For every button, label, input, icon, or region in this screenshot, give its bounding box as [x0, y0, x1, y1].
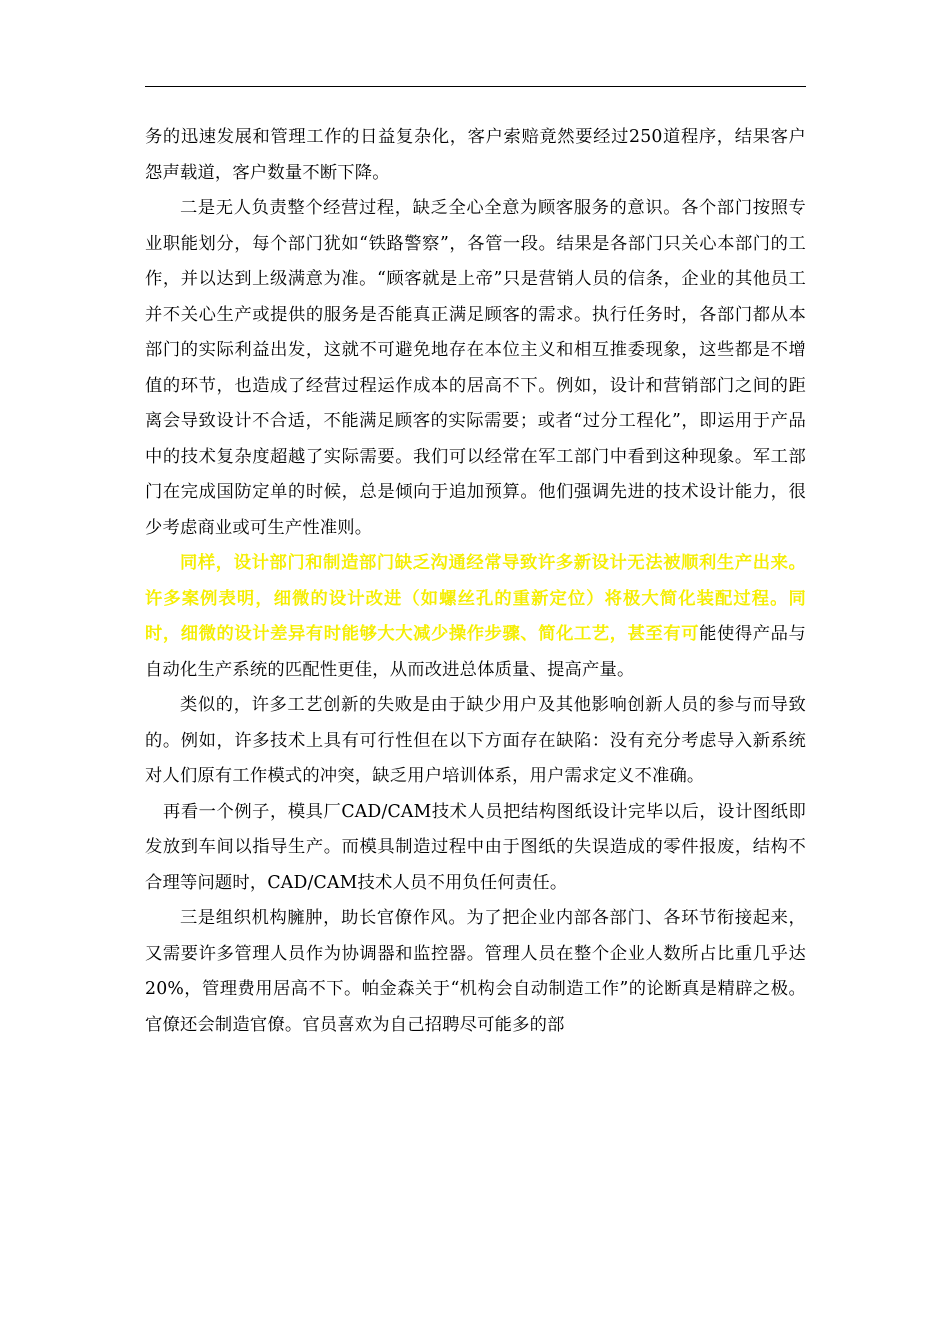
- paragraph-5: [145, 795, 806, 902]
- paragraph-1-text: 务的迅速发展和管理工作的日益复杂化，客户索赔竟然要经过250道程序，结果客户怨声载道，客户数量不断下降。: [145, 127, 806, 183]
- paragraph-5-text: 再看一个例子，模具厂CAD/CAM技术人员把结构图纸设计完毕以后，设计图纸即发放到车间以指导生产。而模具制造过程中由于图纸的失误造成的零件报废，结构不合理等问题时，CAD/CAM技术人员不用负任何责任。: [145, 801, 806, 893]
- document-body: [145, 120, 806, 1043]
- paragraph-6: [145, 901, 806, 1043]
- paragraph-3: [145, 546, 806, 688]
- header-rule: [145, 86, 806, 87]
- paragraph-1: [145, 120, 806, 191]
- highlighted-text: 同样，设计部门和制造部门缺乏沟通经常导致许多新设计无法被顺利生产出来。许多案例表明，细微的设计改进（如螺丝孔的重新定位）将极大简化装配过程。同时，细微的设计差异有时能够大大减少操作步骤、简化工艺，甚至有可: [145, 553, 806, 644]
- paragraph-4-text: 类似的，许多工艺创新的失败是由于缺少用户及其他影响创新人员的参与而导致的。例如，许多技术上具有可行性但在以下方面存在缺陷：没有充分考虑导入新系统对人们原有工作模式的冲突，缺乏用户培训体系，用户需求定义不准确。: [145, 695, 806, 786]
- paragraph-4: [145, 688, 806, 795]
- paragraph-3-text: 能使得产品与自动化生产系统的匹配性更佳，从而改进总体质量、提高产量。: [145, 624, 806, 680]
- paragraph-2: [145, 191, 806, 546]
- paragraph-6-text: 三是组织机构臃肿，助长官僚作风。为了把企业内部各部门、各环节衔接起来，又需要许多管理人员作为协调器和监控器。管理人员在整个企业人数所占比重几乎达20%，管理费用居高不下。帕金森关于“机构会自动制造工作”的论断真是精辟之极。官僚还会制造官僚。官员喜欢为自己招聘尽可能多的部: [145, 908, 806, 1035]
- paragraph-2-text: 二是无人负责整个经营过程，缺乏全心全意为顾客服务的意识。各个部门按照专业职能划分，每个部门犹如“铁路警察”，各管一段。结果是各部门只关心本部门的工作，并以达到上级满意为准。“顾客就是上帝”只是营销人员的信条，企业的其他员工并不关心生产或提供的服务是否能真正满足顾客的需求。执行任务时，各部门都从本部门的实际利益出发，这就不可避免地存在本位主义和相互推委现象，这些都是不增值的环节，也造成了经营过程运作成本的居高不下。例如，设计和营销部门之间的距离会导致设计不合适，不能满足顾客的实际需要；或者“过分工程化”，即运用于产品中的技术复杂度超越了实际需要。我们可以经常在军工部门中看到这种现象。军工部门在完成国防定单的时候，总是倾向于追加预算。他们强调先进的技术设计能力，很少考虑商业或可生产性准则。: [145, 198, 806, 538]
